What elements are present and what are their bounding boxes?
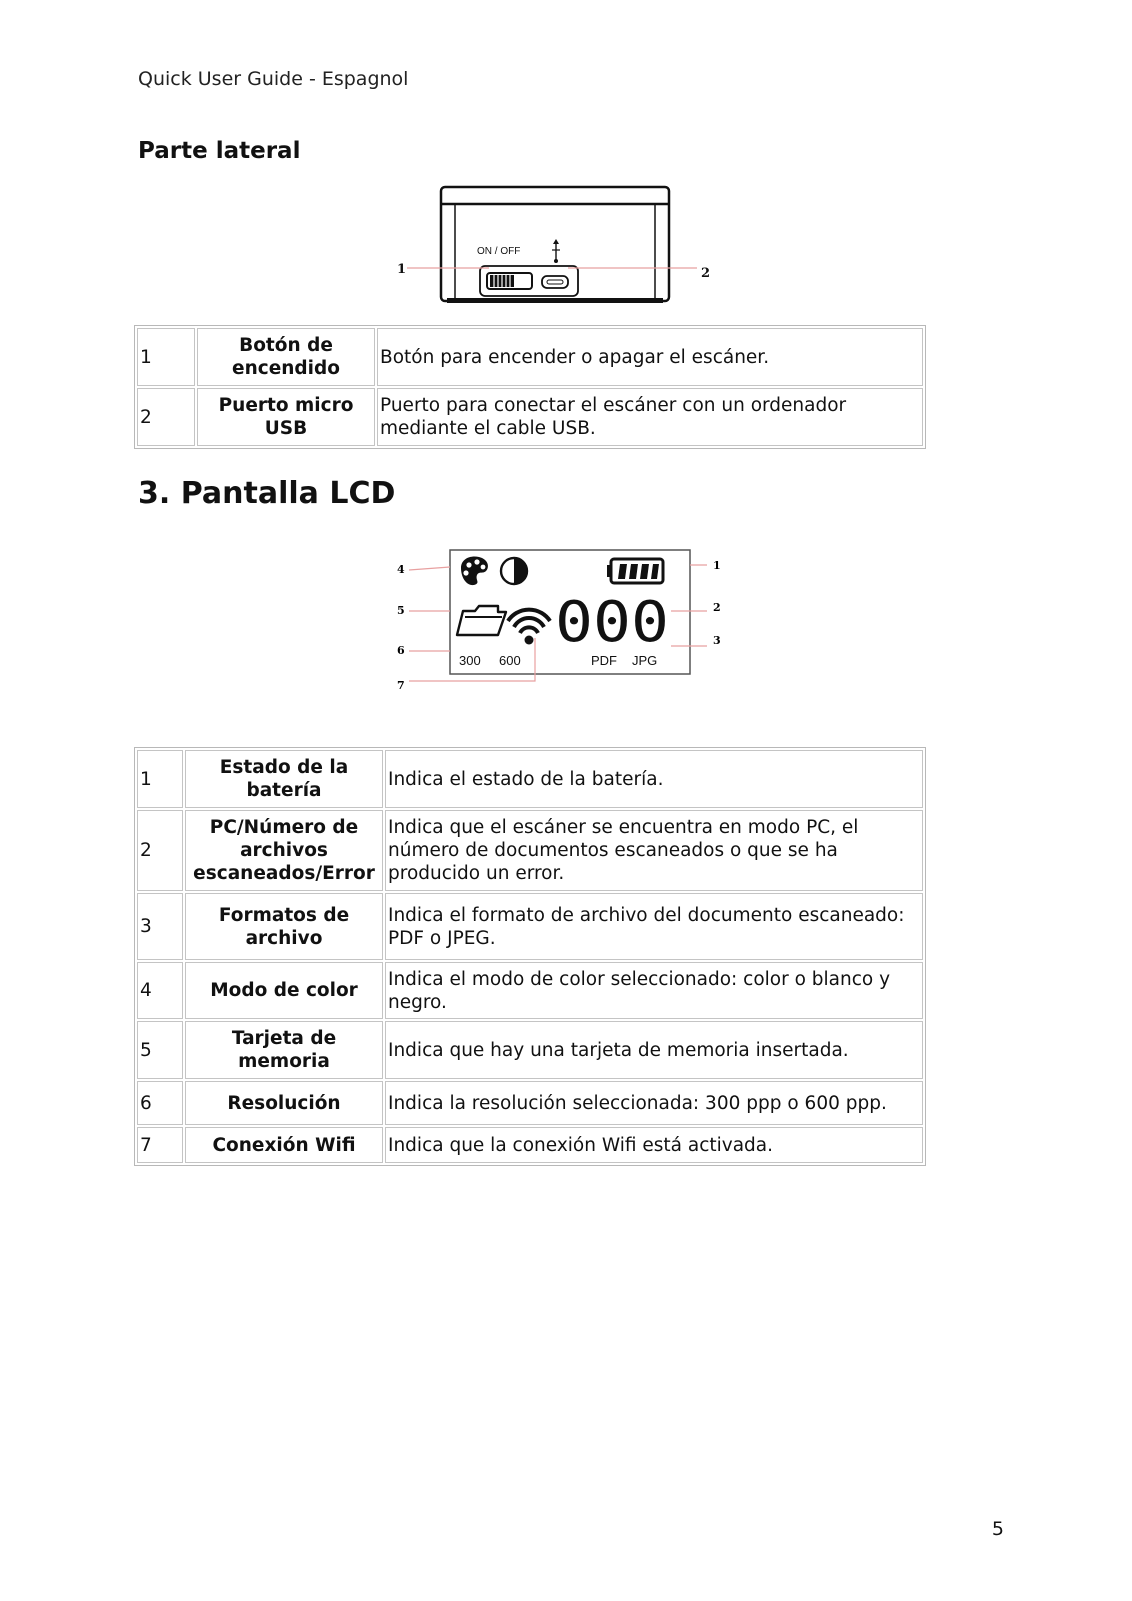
usb-symbol-icon: [552, 239, 560, 263]
term-line: Puerto micro: [218, 395, 354, 416]
row-term: [185, 810, 383, 891]
row-description: [385, 810, 923, 891]
row-term: [185, 1021, 383, 1079]
term-line: PC/Número de: [209, 817, 359, 838]
lcd-indicators-table: [134, 747, 926, 1166]
term-line: Conexión Wifi: [212, 1134, 356, 1156]
term-line: memoria: [238, 1051, 330, 1072]
term-line: archivos: [240, 840, 328, 861]
power-switch-icon: [487, 273, 532, 289]
term-line: Estado de la: [219, 757, 349, 778]
row-description: [385, 1127, 923, 1163]
term-line: encendido: [232, 358, 340, 379]
row-number: 2: [137, 810, 183, 891]
row-term: [185, 1081, 383, 1125]
table-row: [137, 810, 923, 891]
page-number: 5: [991, 1518, 1004, 1540]
row-term: [185, 1127, 383, 1163]
callout-number: 5: [397, 604, 405, 617]
callout-number: 1: [397, 262, 407, 277]
memory-card-folder-icon: [457, 606, 506, 635]
description-line: Botón para encender o apagar el escáner.: [380, 346, 770, 368]
row-number: 4: [137, 962, 183, 1019]
row-number: 7: [137, 1127, 183, 1163]
row-description: [385, 750, 923, 808]
description-line: Puerto para conectar el escáner con un ordenador: [380, 395, 847, 416]
description-line: producido un error.: [388, 863, 565, 884]
row-term: [185, 750, 383, 808]
on-off-label: ON / OFF: [477, 246, 521, 257]
description-line: Indica el estado de la batería.: [388, 768, 664, 790]
format-pdf-label: PDF: [591, 653, 617, 668]
term-line: escaneados/Error: [193, 863, 375, 884]
description-line: Indica el modo de color seleccionado: color o blanco y: [388, 968, 891, 990]
row-term: [185, 962, 383, 1019]
callout-number: 7: [397, 679, 405, 692]
callout-number: 3: [713, 634, 721, 647]
lcd-digits: 000: [555, 590, 669, 655]
row-term: [197, 388, 375, 446]
micro-usb-port-icon: [542, 276, 568, 288]
section-title-lcd: 3. Pantalla LCD: [138, 476, 396, 511]
table-row: [137, 962, 923, 1019]
description-line: mediante el cable USB.: [380, 418, 596, 439]
section-title-lateral: Parte lateral: [138, 138, 301, 164]
term-line: archivo: [245, 927, 323, 949]
description-line: Indica que hay una tarjeta de memoria insertada.: [388, 1039, 849, 1061]
battery-icon: [607, 559, 663, 583]
term-line: Resolución: [227, 1092, 341, 1114]
table-row: [137, 328, 923, 386]
row-description: [377, 328, 923, 386]
row-number: 1: [137, 328, 195, 386]
row-description: [385, 1021, 923, 1079]
contrast-icon: [501, 558, 527, 584]
description-line: número de documentos escaneados o que se ha: [388, 840, 838, 861]
row-number: 2: [137, 388, 195, 446]
term-line: Modo de color: [210, 980, 358, 1001]
description-line: negro.: [388, 991, 447, 1013]
resolution-600-label: 600: [499, 653, 521, 668]
table-row: [137, 1081, 923, 1125]
row-number: 1: [137, 750, 183, 808]
table-row: [137, 1127, 923, 1163]
description-line: Indica que el escáner se encuentra en modo PC, el: [388, 817, 859, 838]
table-row: [137, 750, 923, 808]
term-line: Botón de: [239, 335, 333, 356]
callout-number: 2: [701, 266, 711, 281]
row-description: [385, 962, 923, 1019]
row-description: [385, 893, 923, 960]
callout-number: 2: [713, 601, 721, 614]
description-line: Indica el formato de archivo del documento escaneado:: [388, 904, 905, 926]
table-row: [137, 1021, 923, 1079]
row-number: 5: [137, 1021, 183, 1079]
term-line: Tarjeta de: [231, 1028, 337, 1049]
term-line: USB: [264, 418, 308, 439]
callout-number: 6: [397, 644, 405, 657]
table-row: [137, 893, 923, 960]
term-line: Formatos de: [218, 904, 350, 926]
callout-number: 4: [397, 563, 405, 576]
resolution-300-label: 300: [459, 653, 481, 668]
lcd-screen-figure: [395, 545, 740, 705]
row-description: [377, 388, 923, 446]
table-row: [137, 388, 923, 446]
term-line: batería: [246, 780, 322, 801]
row-term: [197, 328, 375, 386]
row-term: [185, 893, 383, 960]
description-line: Indica que la conexión Wifi está activada.: [388, 1134, 774, 1156]
row-number: 3: [137, 893, 183, 960]
row-number: 6: [137, 1081, 183, 1125]
callout-number: 1: [713, 559, 721, 572]
row-description: [385, 1081, 923, 1125]
format-jpg-label: JPG: [632, 653, 658, 668]
scanner-side-view-figure: [395, 182, 735, 310]
running-header: Quick User Guide - Espagnol: [138, 68, 409, 90]
description-line: Indica la resolución seleccionada: 300 ppp o 600 ppp.: [388, 1092, 887, 1114]
description-line: PDF o JPEG.: [388, 927, 496, 949]
side-parts-table: [134, 325, 926, 449]
